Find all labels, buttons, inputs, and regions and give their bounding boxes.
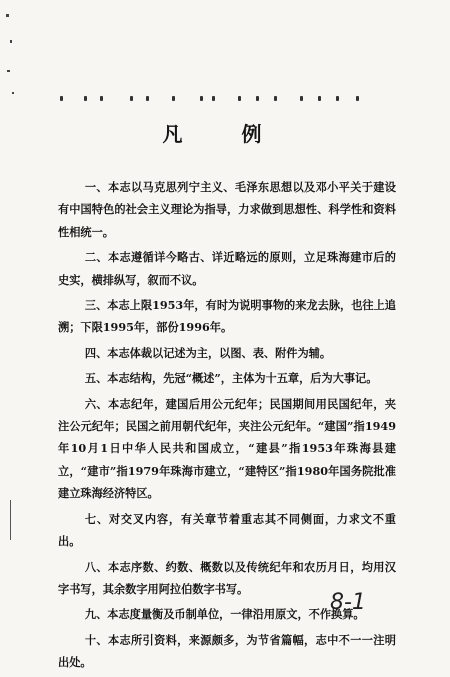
handwritten-page-mark: 8-1: [330, 590, 366, 615]
guideline-1: 一、本志以马克思列宁主义、毛泽东思想以及邓小平关于建设有中国特色的社会主义理论为指导，力求做到思想性、科学性和资料性相统一。: [58, 180, 396, 239]
guideline-6: 六、本志纪年，建国后用公元纪年；民国期间用民国纪年，夹注公元纪年；民国之前用朝代纪年，夹注公元纪年。“建国”指1949年10月1日中华人民共和国成立，“建县”指1953年珠海县建立，“建市”指1979年珠海市建立，“建特区”指1980年国务院批准建立珠海经济特区。: [58, 396, 396, 501]
guideline-3: 三、本志上限1953年，有时为说明事物的来龙去脉，也往上追溯；下限1995年，部份1996年。: [58, 298, 396, 335]
guideline-7: 七、对交叉内容，有关章节着重志其不同侧面，力求文不重出。: [58, 511, 396, 549]
guideline-4: 四、本志体裁以记述为主，以图、表、附件为辅。: [84, 345, 332, 360]
guideline-8: 八、本志序数、约数、概数以及传统纪年和农历月日，均用汉字书写，其余数字用阿拉伯数字书写。: [58, 559, 396, 596]
guideline-9: 九、本志度量衡及币制单位，一律沿用原文，不作换算。: [84, 607, 365, 622]
scan-artifact-dots: [60, 96, 360, 104]
guideline-10: 十、本志所引资料，来源颇多，为节省篇幅，志中不一一注明出处。: [58, 632, 396, 670]
scan-edge-line: [10, 500, 11, 540]
page-title: 凡 例: [162, 122, 288, 146]
guideline-5: 五、本志结构，先冠“概述”，主体为十五章，后为大事记。: [84, 371, 378, 386]
guideline-2: 二、本志遵循详今略古、详近略远的原则，立足珠海建市后的史实，横排纵写，叙而不议。: [58, 250, 396, 287]
